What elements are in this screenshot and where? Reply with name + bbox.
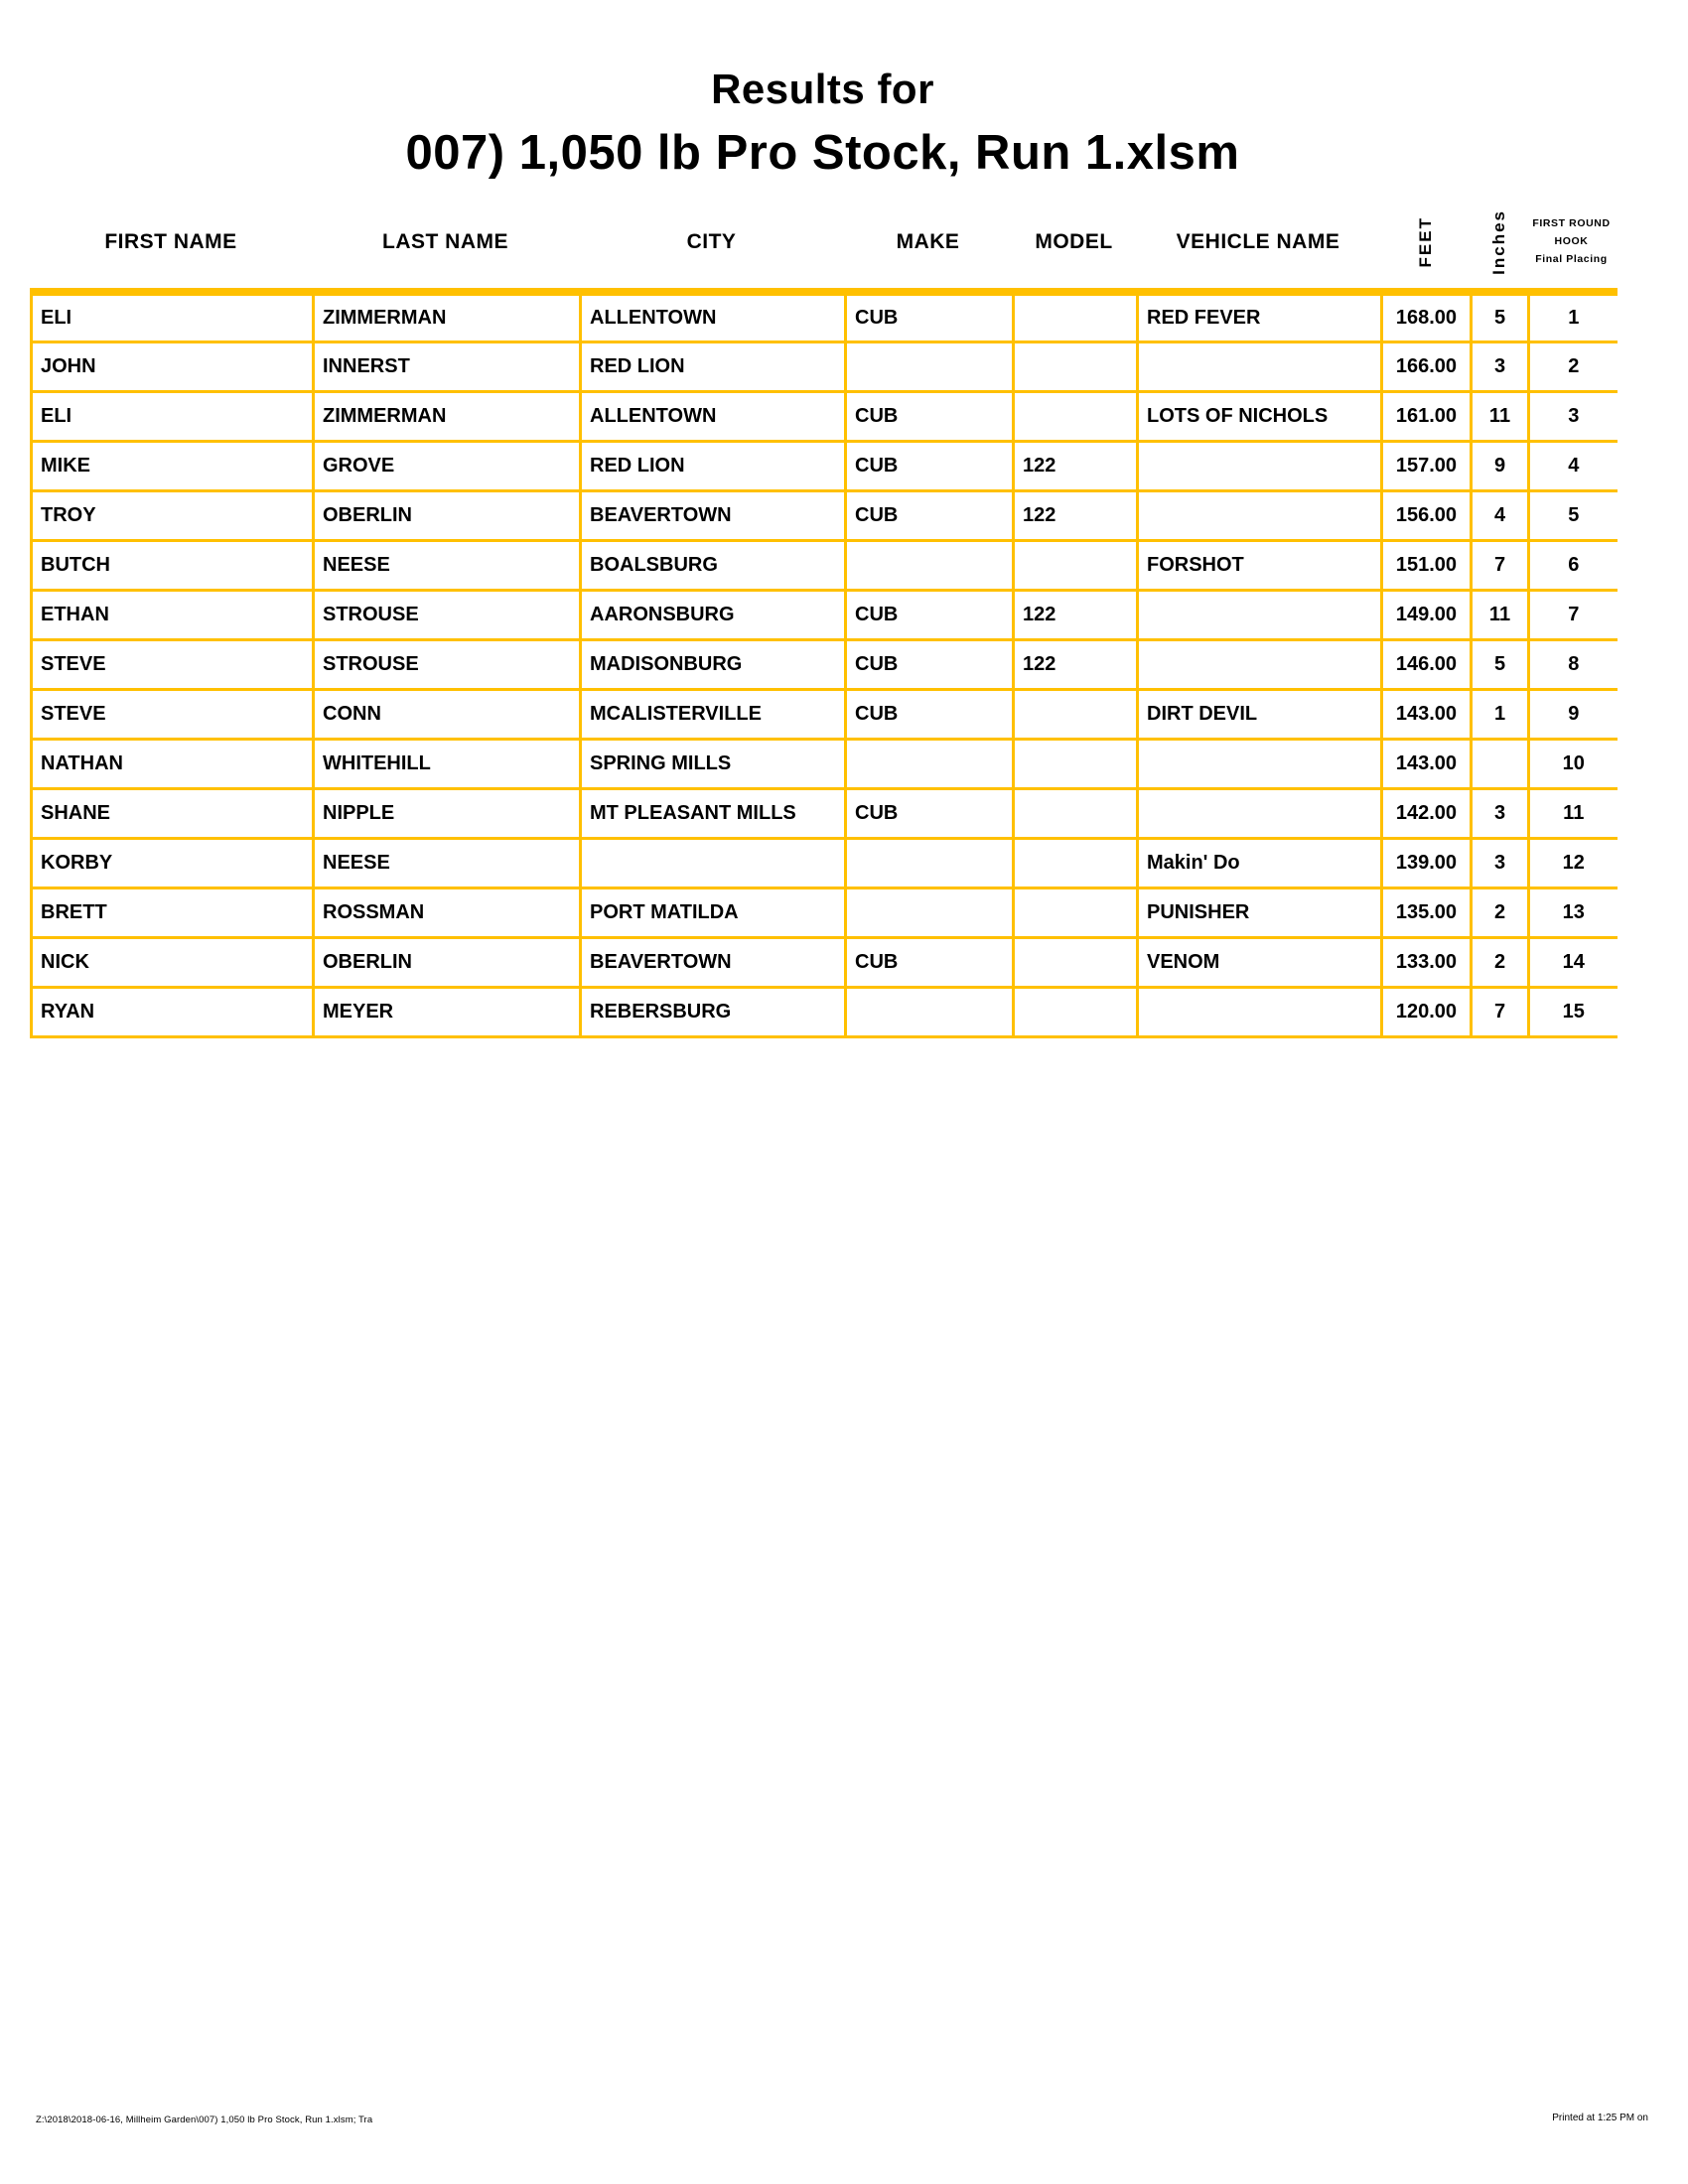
cell-city: BEAVERTOWN: [581, 937, 846, 987]
cell-placing: 7: [1529, 590, 1618, 639]
cell-feet: 143.00: [1382, 739, 1472, 788]
cell-city: ALLENTOWN: [581, 292, 846, 341]
cell-city: MCALISTERVILLE: [581, 689, 846, 739]
cell-inches: 2: [1472, 887, 1529, 937]
cell-vehicle-name: LOTS OF NICHOLS: [1138, 391, 1382, 441]
cell-feet: 146.00: [1382, 639, 1472, 689]
cell-inches: 1: [1472, 689, 1529, 739]
cell-city: RED LION: [581, 441, 846, 490]
cell-vehicle-name: FORSHOT: [1138, 540, 1382, 590]
cell-model: [1014, 689, 1138, 739]
cell-city: ALLENTOWN: [581, 391, 846, 441]
cell-inches: 2: [1472, 937, 1529, 987]
cell-first-name: ETHAN: [32, 590, 314, 639]
cell-city: BOALSBURG: [581, 540, 846, 590]
cell-model: [1014, 540, 1138, 590]
cell-make: CUB: [846, 639, 1014, 689]
cell-last-name: CONN: [314, 689, 581, 739]
table-header: [30, 197, 1616, 288]
cell-inches: 7: [1472, 540, 1529, 590]
table-row: [32, 441, 1618, 490]
cell-last-name: STROUSE: [314, 639, 581, 689]
table-row: [32, 540, 1618, 590]
cell-city: MADISONBURG: [581, 639, 846, 689]
cell-first-name: MIKE: [32, 441, 314, 490]
cell-inches: 11: [1472, 590, 1529, 639]
cell-model: [1014, 739, 1138, 788]
cell-inches: 9: [1472, 441, 1529, 490]
cell-inches: 5: [1472, 639, 1529, 689]
header-first-name: FIRST NAME: [104, 230, 237, 253]
cell-feet: 166.00: [1382, 341, 1472, 391]
cell-vehicle-name: RED FEVER: [1138, 292, 1382, 341]
cell-first-name: KORBY: [32, 838, 314, 887]
cell-inches: 5: [1472, 292, 1529, 341]
header-make: MAKE: [896, 230, 960, 253]
cell-make: [846, 887, 1014, 937]
cell-last-name: NEESE: [314, 540, 581, 590]
table-row: [32, 987, 1618, 1036]
cell-city: PORT MATILDA: [581, 887, 846, 937]
page-subtitle: 007) 1,050 lb Pro Stock, Run 1.xlsm: [405, 126, 1240, 180]
cell-first-name: STEVE: [32, 689, 314, 739]
cell-city: MT PLEASANT MILLS: [581, 788, 846, 838]
cell-model: [1014, 788, 1138, 838]
table-row: [32, 391, 1618, 441]
cell-make: CUB: [846, 788, 1014, 838]
cell-feet: 151.00: [1382, 540, 1472, 590]
header-last-name: LAST NAME: [382, 230, 508, 253]
table-row: [32, 788, 1618, 838]
footer-printed-at: Printed at 1:25 PM on: [1552, 2113, 1648, 2123]
cell-last-name: ZIMMERMAN: [314, 391, 581, 441]
cell-first-name: NATHAN: [32, 739, 314, 788]
cell-model: [1014, 987, 1138, 1036]
header-inches: Inches: [1488, 209, 1508, 275]
cell-feet: 149.00: [1382, 590, 1472, 639]
cell-placing: 14: [1529, 937, 1618, 987]
cell-placing: 10: [1529, 739, 1618, 788]
cell-first-name: BRETT: [32, 887, 314, 937]
cell-feet: 143.00: [1382, 689, 1472, 739]
cell-make: CUB: [846, 441, 1014, 490]
table-row: [32, 689, 1618, 739]
cell-placing: 5: [1529, 490, 1618, 540]
cell-make: [846, 838, 1014, 887]
cell-first-name: STEVE: [32, 639, 314, 689]
cell-inches: 7: [1472, 987, 1529, 1036]
cell-last-name: OBERLIN: [314, 490, 581, 540]
table-row: [32, 838, 1618, 887]
header-final-placing: FIRST ROUND HOOK Final Placing: [1532, 217, 1611, 265]
cell-inches: [1472, 739, 1529, 788]
cell-make: CUB: [846, 292, 1014, 341]
cell-vehicle-name: Makin' Do: [1138, 838, 1382, 887]
cell-vehicle-name: [1138, 441, 1382, 490]
cell-placing: 9: [1529, 689, 1618, 739]
cell-inches: 3: [1472, 838, 1529, 887]
footer-file-path: Z:\2018\2018-06-16, Millheim Garden\007) 1,050 lb Pro Stock, Run 1.xlsm; Tra: [36, 2115, 373, 2125]
cell-city: [581, 838, 846, 887]
cell-placing: 12: [1529, 838, 1618, 887]
cell-first-name: TROY: [32, 490, 314, 540]
cell-make: CUB: [846, 937, 1014, 987]
table-row: [32, 639, 1618, 689]
cell-make: CUB: [846, 590, 1014, 639]
cell-model: [1014, 391, 1138, 441]
cell-city: AARONSBURG: [581, 590, 846, 639]
cell-placing: 6: [1529, 540, 1618, 590]
cell-vehicle-name: [1138, 490, 1382, 540]
cell-last-name: NIPPLE: [314, 788, 581, 838]
cell-vehicle-name: [1138, 987, 1382, 1036]
cell-first-name: ELI: [32, 292, 314, 341]
cell-model: [1014, 887, 1138, 937]
cell-make: CUB: [846, 689, 1014, 739]
cell-vehicle-name: PUNISHER: [1138, 887, 1382, 937]
results-table-body: [32, 292, 1618, 1036]
cell-inches: 3: [1472, 788, 1529, 838]
cell-vehicle-name: [1138, 739, 1382, 788]
cell-last-name: INNERST: [314, 341, 581, 391]
cell-model: 122: [1014, 441, 1138, 490]
header-vehicle-name: VEHICLE NAME: [1176, 230, 1340, 253]
cell-placing: 15: [1529, 987, 1618, 1036]
cell-last-name: STROUSE: [314, 590, 581, 639]
table-row: [32, 937, 1618, 987]
table-row: [32, 590, 1618, 639]
cell-inches: 3: [1472, 341, 1529, 391]
cell-feet: 120.00: [1382, 987, 1472, 1036]
cell-last-name: ROSSMAN: [314, 887, 581, 937]
cell-feet: 156.00: [1382, 490, 1472, 540]
table-row: [32, 739, 1618, 788]
table-row: [32, 490, 1618, 540]
cell-make: [846, 987, 1014, 1036]
cell-city: SPRING MILLS: [581, 739, 846, 788]
cell-last-name: MEYER: [314, 987, 581, 1036]
cell-last-name: GROVE: [314, 441, 581, 490]
cell-city: REBERSBURG: [581, 987, 846, 1036]
cell-last-name: OBERLIN: [314, 937, 581, 987]
cell-feet: 142.00: [1382, 788, 1472, 838]
cell-placing: 3: [1529, 391, 1618, 441]
cell-make: [846, 341, 1014, 391]
cell-model: [1014, 937, 1138, 987]
cell-city: RED LION: [581, 341, 846, 391]
cell-model: 122: [1014, 590, 1138, 639]
cell-last-name: NEESE: [314, 838, 581, 887]
cell-feet: 135.00: [1382, 887, 1472, 937]
cell-make: CUB: [846, 391, 1014, 441]
header-city: CITY: [686, 230, 737, 253]
cell-placing: 2: [1529, 341, 1618, 391]
cell-first-name: BUTCH: [32, 540, 314, 590]
cell-model: 122: [1014, 639, 1138, 689]
cell-placing: 11: [1529, 788, 1618, 838]
cell-model: [1014, 838, 1138, 887]
cell-model: 122: [1014, 490, 1138, 540]
cell-feet: 133.00: [1382, 937, 1472, 987]
cell-model: [1014, 292, 1138, 341]
cell-last-name: ZIMMERMAN: [314, 292, 581, 341]
cell-vehicle-name: [1138, 590, 1382, 639]
cell-inches: 4: [1472, 490, 1529, 540]
table-row: [32, 887, 1618, 937]
cell-make: [846, 540, 1014, 590]
cell-feet: 168.00: [1382, 292, 1472, 341]
cell-vehicle-name: DIRT DEVIL: [1138, 689, 1382, 739]
cell-placing: 8: [1529, 639, 1618, 689]
cell-feet: 139.00: [1382, 838, 1472, 887]
header-feet: FEET: [1415, 216, 1435, 268]
cell-feet: 157.00: [1382, 441, 1472, 490]
cell-placing: 13: [1529, 887, 1618, 937]
cell-first-name: NICK: [32, 937, 314, 987]
cell-first-name: RYAN: [32, 987, 314, 1036]
results-table: [30, 288, 1618, 1038]
cell-placing: 1: [1529, 292, 1618, 341]
cell-placing: 4: [1529, 441, 1618, 490]
page-title: Results for: [711, 66, 934, 112]
cell-inches: 11: [1472, 391, 1529, 441]
cell-feet: 161.00: [1382, 391, 1472, 441]
cell-first-name: SHANE: [32, 788, 314, 838]
header-model: MODEL: [1035, 230, 1113, 253]
cell-vehicle-name: [1138, 639, 1382, 689]
cell-city: BEAVERTOWN: [581, 490, 846, 540]
table-row: [32, 292, 1618, 341]
table-row: [32, 341, 1618, 391]
cell-vehicle-name: VENOM: [1138, 937, 1382, 987]
cell-last-name: WHITEHILL: [314, 739, 581, 788]
cell-make: CUB: [846, 490, 1014, 540]
cell-first-name: ELI: [32, 391, 314, 441]
cell-vehicle-name: [1138, 341, 1382, 391]
cell-make: [846, 739, 1014, 788]
cell-vehicle-name: [1138, 788, 1382, 838]
cell-model: [1014, 341, 1138, 391]
cell-first-name: JOHN: [32, 341, 314, 391]
